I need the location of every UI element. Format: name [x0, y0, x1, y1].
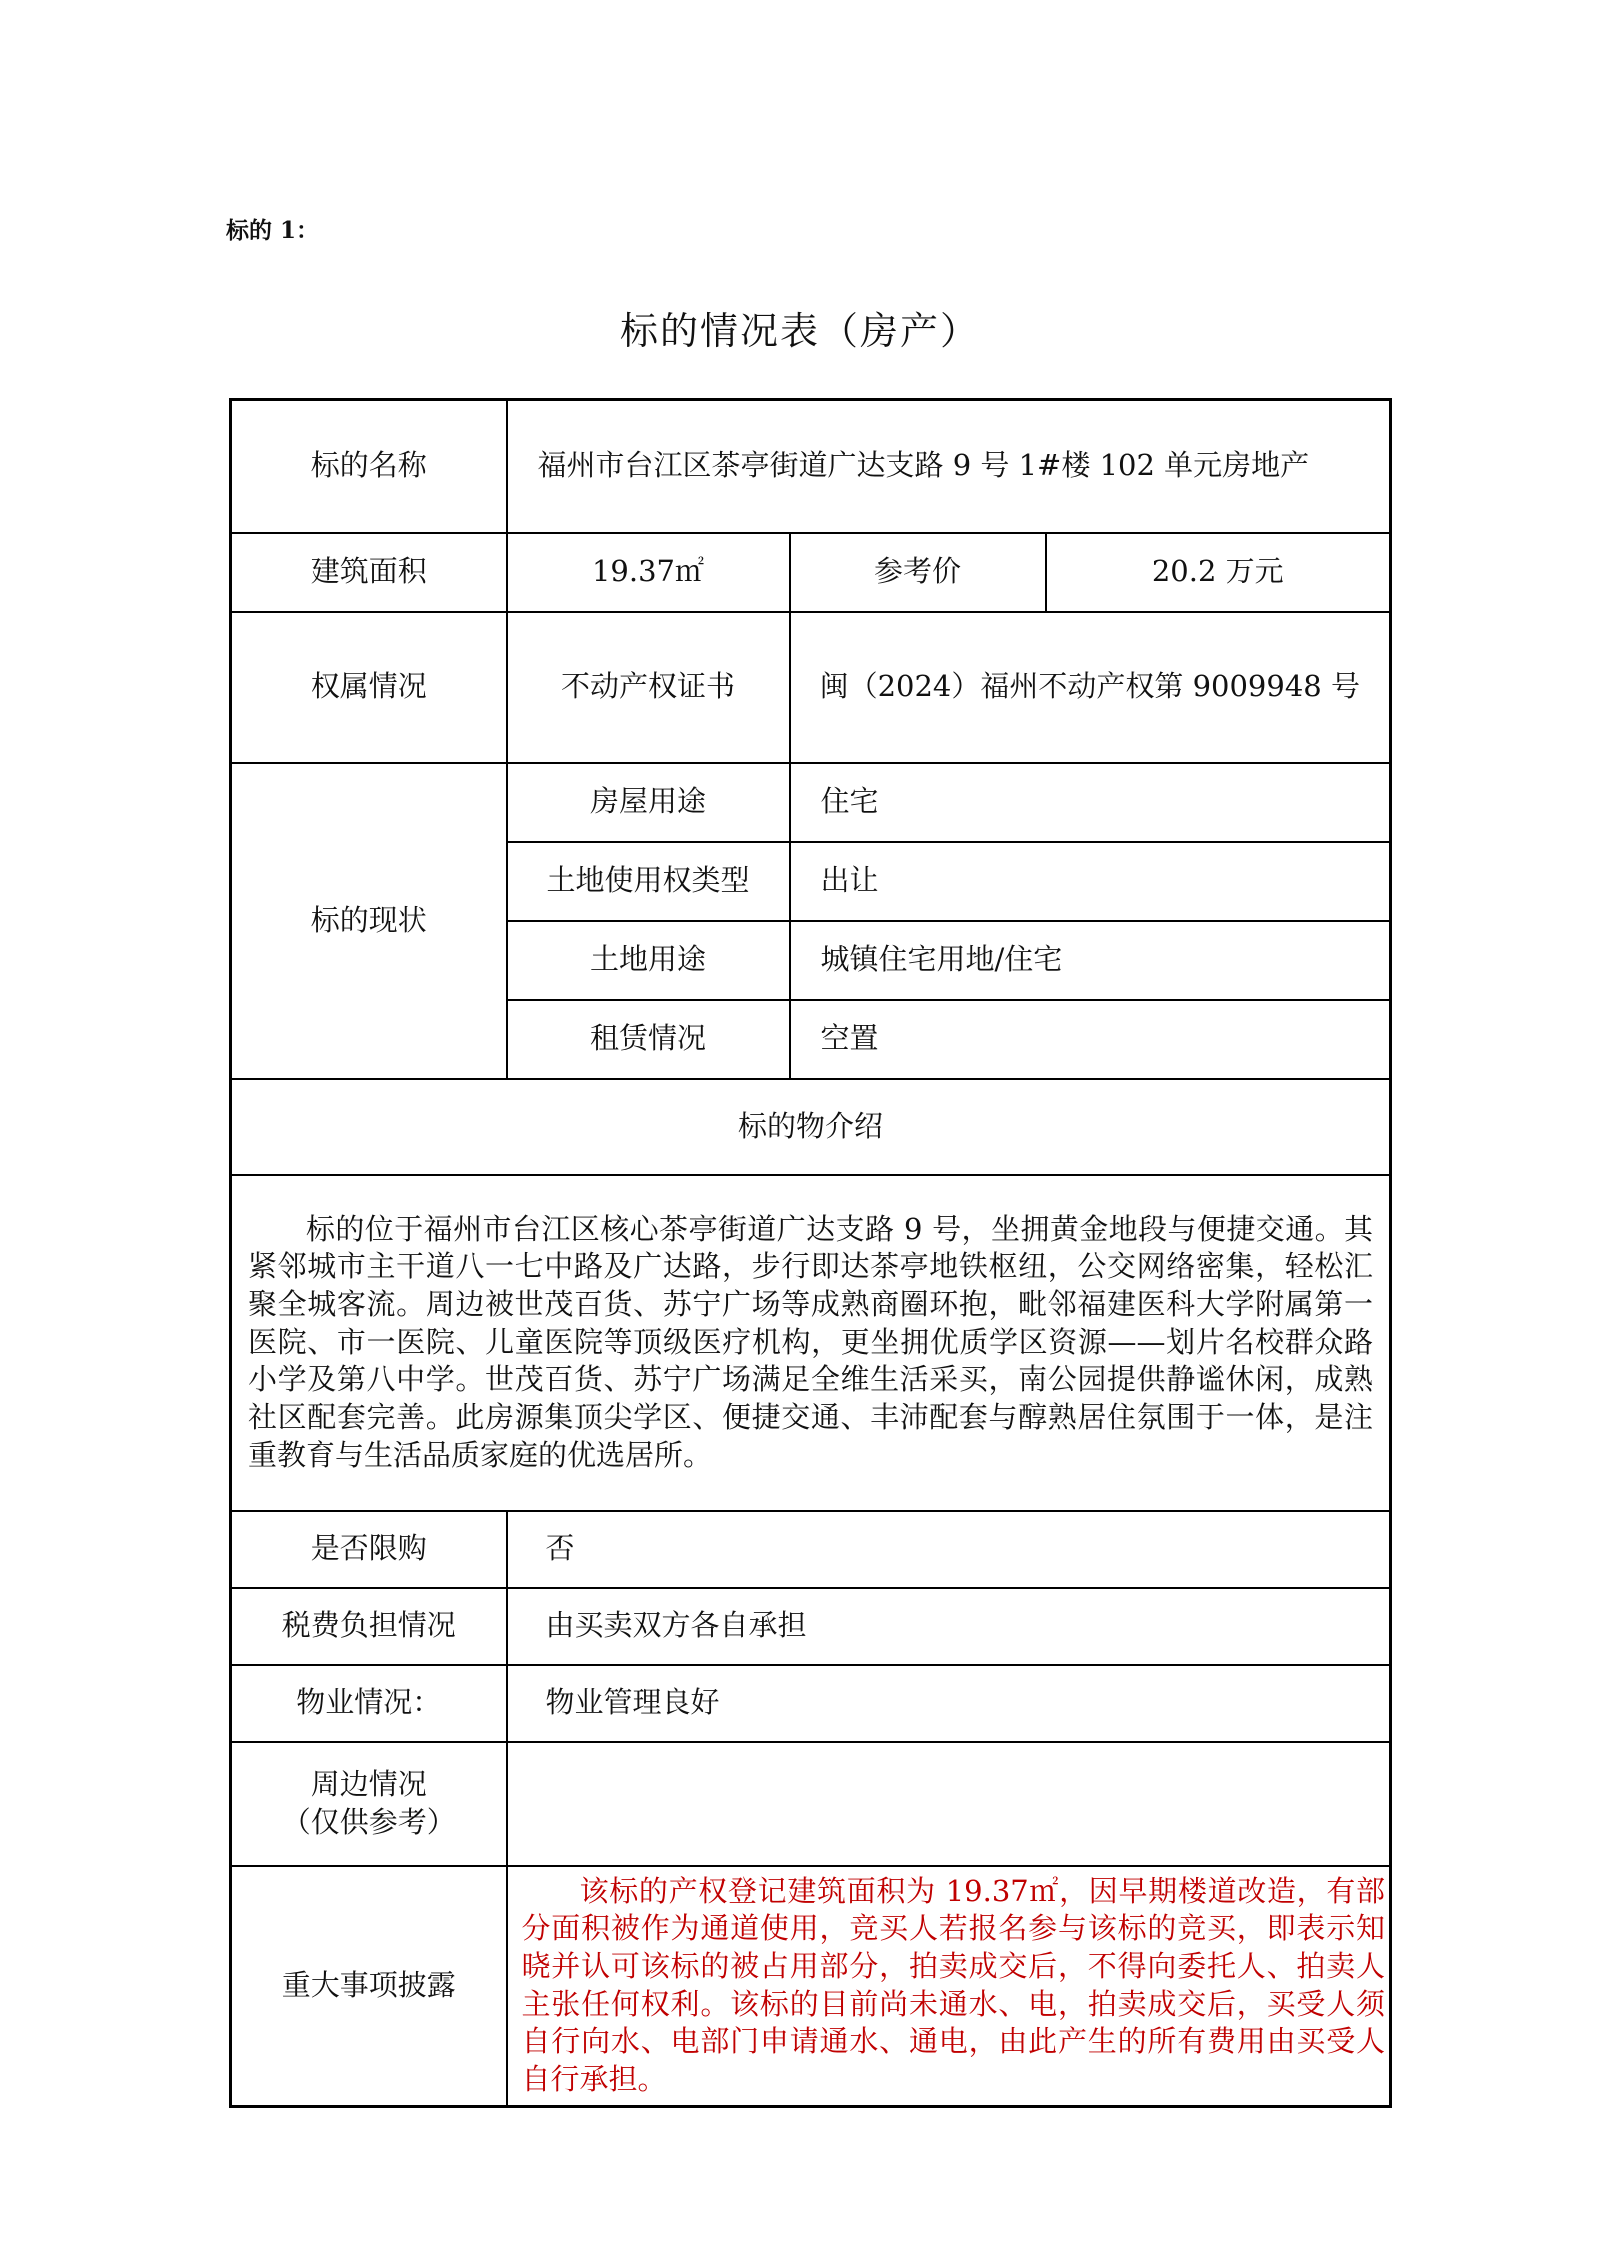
status-row-value: 城镇住宅用地/住宅 [790, 921, 1391, 1000]
price-value: 20.2 万元 [1046, 533, 1391, 612]
name-label: 标的名称 [231, 400, 507, 533]
table-row [231, 1866, 1391, 2107]
status-label: 标的现状 [231, 763, 507, 1079]
name-value: 福州市台江区茶亭街道广达支路 9 号 1#楼 102 单元房地产 [507, 400, 1391, 533]
property-value: 物业管理良好 [507, 1665, 1391, 1742]
status-row-label: 土地用途 [507, 921, 790, 1000]
surround-label-line2: （仅供参考） [281, 1804, 456, 1839]
price-label: 参考价 [790, 533, 1046, 612]
tax-value: 由买卖双方各自承担 [507, 1588, 1391, 1665]
surround-label [231, 1742, 507, 1866]
surround-value [507, 1742, 1391, 1866]
restrict-label: 是否限购 [231, 1511, 507, 1588]
table-row [231, 400, 1391, 533]
area-value: 19.37㎡ [507, 533, 790, 612]
status-row-label: 土地使用权类型 [507, 842, 790, 921]
status-row-label: 租赁情况 [507, 1000, 790, 1079]
document-title: 标的情况表（房产） [619, 309, 980, 353]
table-row [231, 1079, 1391, 1175]
table-row [231, 1742, 1391, 1866]
table-row [231, 533, 1391, 612]
cert-label: 不动产权证书 [507, 612, 790, 763]
table-row [231, 612, 1391, 763]
table-row [231, 1175, 1391, 1511]
property-info-table [229, 398, 1392, 2108]
property-label: 物业情况： [231, 1665, 507, 1742]
status-row-value: 空置 [790, 1000, 1391, 1079]
disclosure-label: 重大事项披露 [231, 1866, 507, 2107]
restrict-value: 否 [507, 1511, 1391, 1588]
status-row-value: 住宅 [790, 763, 1391, 842]
table-row [231, 763, 1391, 842]
status-row-value: 出让 [790, 842, 1391, 921]
ownership-label: 权属情况 [231, 612, 507, 763]
status-row-label: 房屋用途 [507, 763, 790, 842]
disclosure-text: 该标的产权登记建筑面积为 19.37㎡，因早期楼道改造，有部分面积被作为通道使用，竞买人若报名参与该标的竞买，即表示知晓并认可该标的被占用部分，拍卖成交后，不得向委托人、拍卖人主张任何权利。该标的目前尚未通水、电，拍卖成交后，买受人须自行向水、电部门申请通水、通电，由此产生的所有费用由买受人自行承担。 [507, 1866, 1391, 2107]
cert-value: 闽（2024）福州不动产权第 9009948 号 [790, 612, 1391, 763]
intro-label: 标的物介绍 [231, 1079, 1391, 1175]
surround-label-line1: 周边情况 [310, 1766, 427, 1801]
table-row [231, 1665, 1391, 1742]
intro-text: 标的位于福州市台江区核心茶亭街道广达支路 9 号，坐拥黄金地段与便捷交通。其紧邻城市主干道八一七中路及广达路，步行即达茶亭地铁枢纽，公交网络密集，轻松汇聚全城客流。周边被世茂百货、苏宁广场等成熟商圈环抱，毗邻福建医科大学附属第一医院、市一医院、儿童医院等顶级医疗机构，更坐拥优质学区资源——划片名校群众路小学及第八中学。世茂百货、苏宁广场满足全维生活采买，南公园提供静谧休闲，成熟社区配套完善。此房源集顶尖学区、便捷交通、丰沛配套与醇熟居住氛围于一体，是注重教育与生活品质家庭的优选居所。 [231, 1175, 1391, 1511]
table-row [231, 1588, 1391, 1665]
table-row [231, 1511, 1391, 1588]
tax-label: 税费负担情况 [231, 1588, 507, 1665]
section-heading: 标的 1： [226, 217, 320, 244]
area-label: 建筑面积 [231, 533, 507, 612]
